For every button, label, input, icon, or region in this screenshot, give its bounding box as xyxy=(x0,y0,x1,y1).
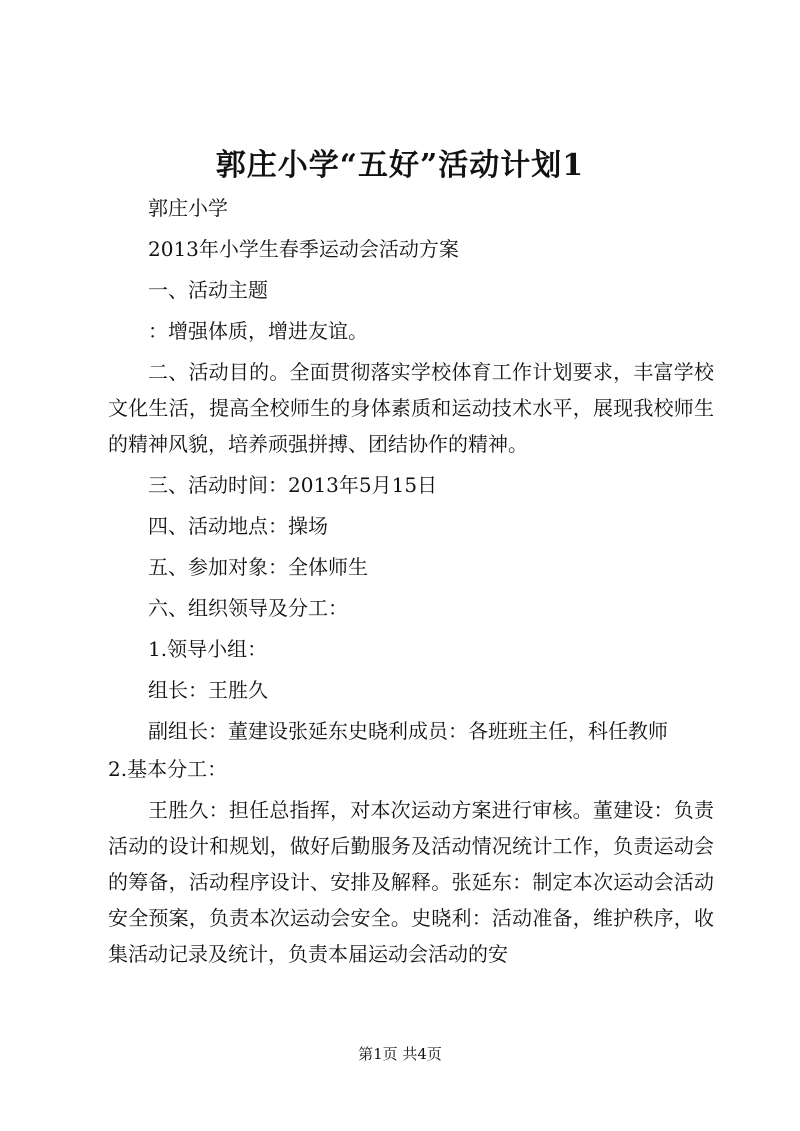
document-body xyxy=(108,190,714,977)
page-number-footer: 第1页 共4页 xyxy=(358,1045,442,1063)
paragraph-deputy-leaders: 副组长：董建设张延东史晓利成员：各班班主任，科任教师 xyxy=(148,719,668,743)
paragraph-group-leader: 组长：王胜久 xyxy=(148,678,268,702)
paragraph-location: 四、活动地点：操场 xyxy=(148,514,328,538)
paragraph-responsibilities: 王胜久：担任总指挥，对本次运动方案进行审核。董建设：负责活动的设计和规划，做好后勤服务及活动情况统计工作，负责运动会的筹备，活动程序设计、安排及解释。张延东：制定本次运动会活动安全预案，负责本次运动会安全。史晓利：活动准备，维护秩序，收集活动记录及统计，负责本届运动会活动的安 xyxy=(108,798,714,966)
paragraph-participants: 五、参加对象：全体师生 xyxy=(148,555,368,579)
paragraph-time: 三、活动时间：2013年5月15日 xyxy=(148,473,438,497)
paragraph-organization: 六、组织领导及分工： xyxy=(148,596,348,620)
paragraph-plan-name: 2013年小学生春季运动会活动方案 xyxy=(148,237,459,261)
paragraph-leadership-group: 1.领导小组： xyxy=(148,637,268,661)
paragraph-theme-content: ：增强体质，增进友谊。 xyxy=(148,319,368,343)
paragraph-section-theme: 一、活动主题 xyxy=(148,278,268,302)
paragraph-purpose: 二、活动目的。全面贯彻落实学校体育工作计划要求，丰富学校文化生活，提高全校师生的身体素质和运动技术水平，展现我校师生的精神风貌，培养顽强拼搏、团结协作的精神。 xyxy=(108,360,714,456)
paragraph-basic-division: 2.基本分工： xyxy=(108,757,228,781)
document-title: 郭庄小学“五好”活动计划1 xyxy=(215,148,585,183)
paragraph-school-name: 郭庄小学 xyxy=(148,196,228,220)
